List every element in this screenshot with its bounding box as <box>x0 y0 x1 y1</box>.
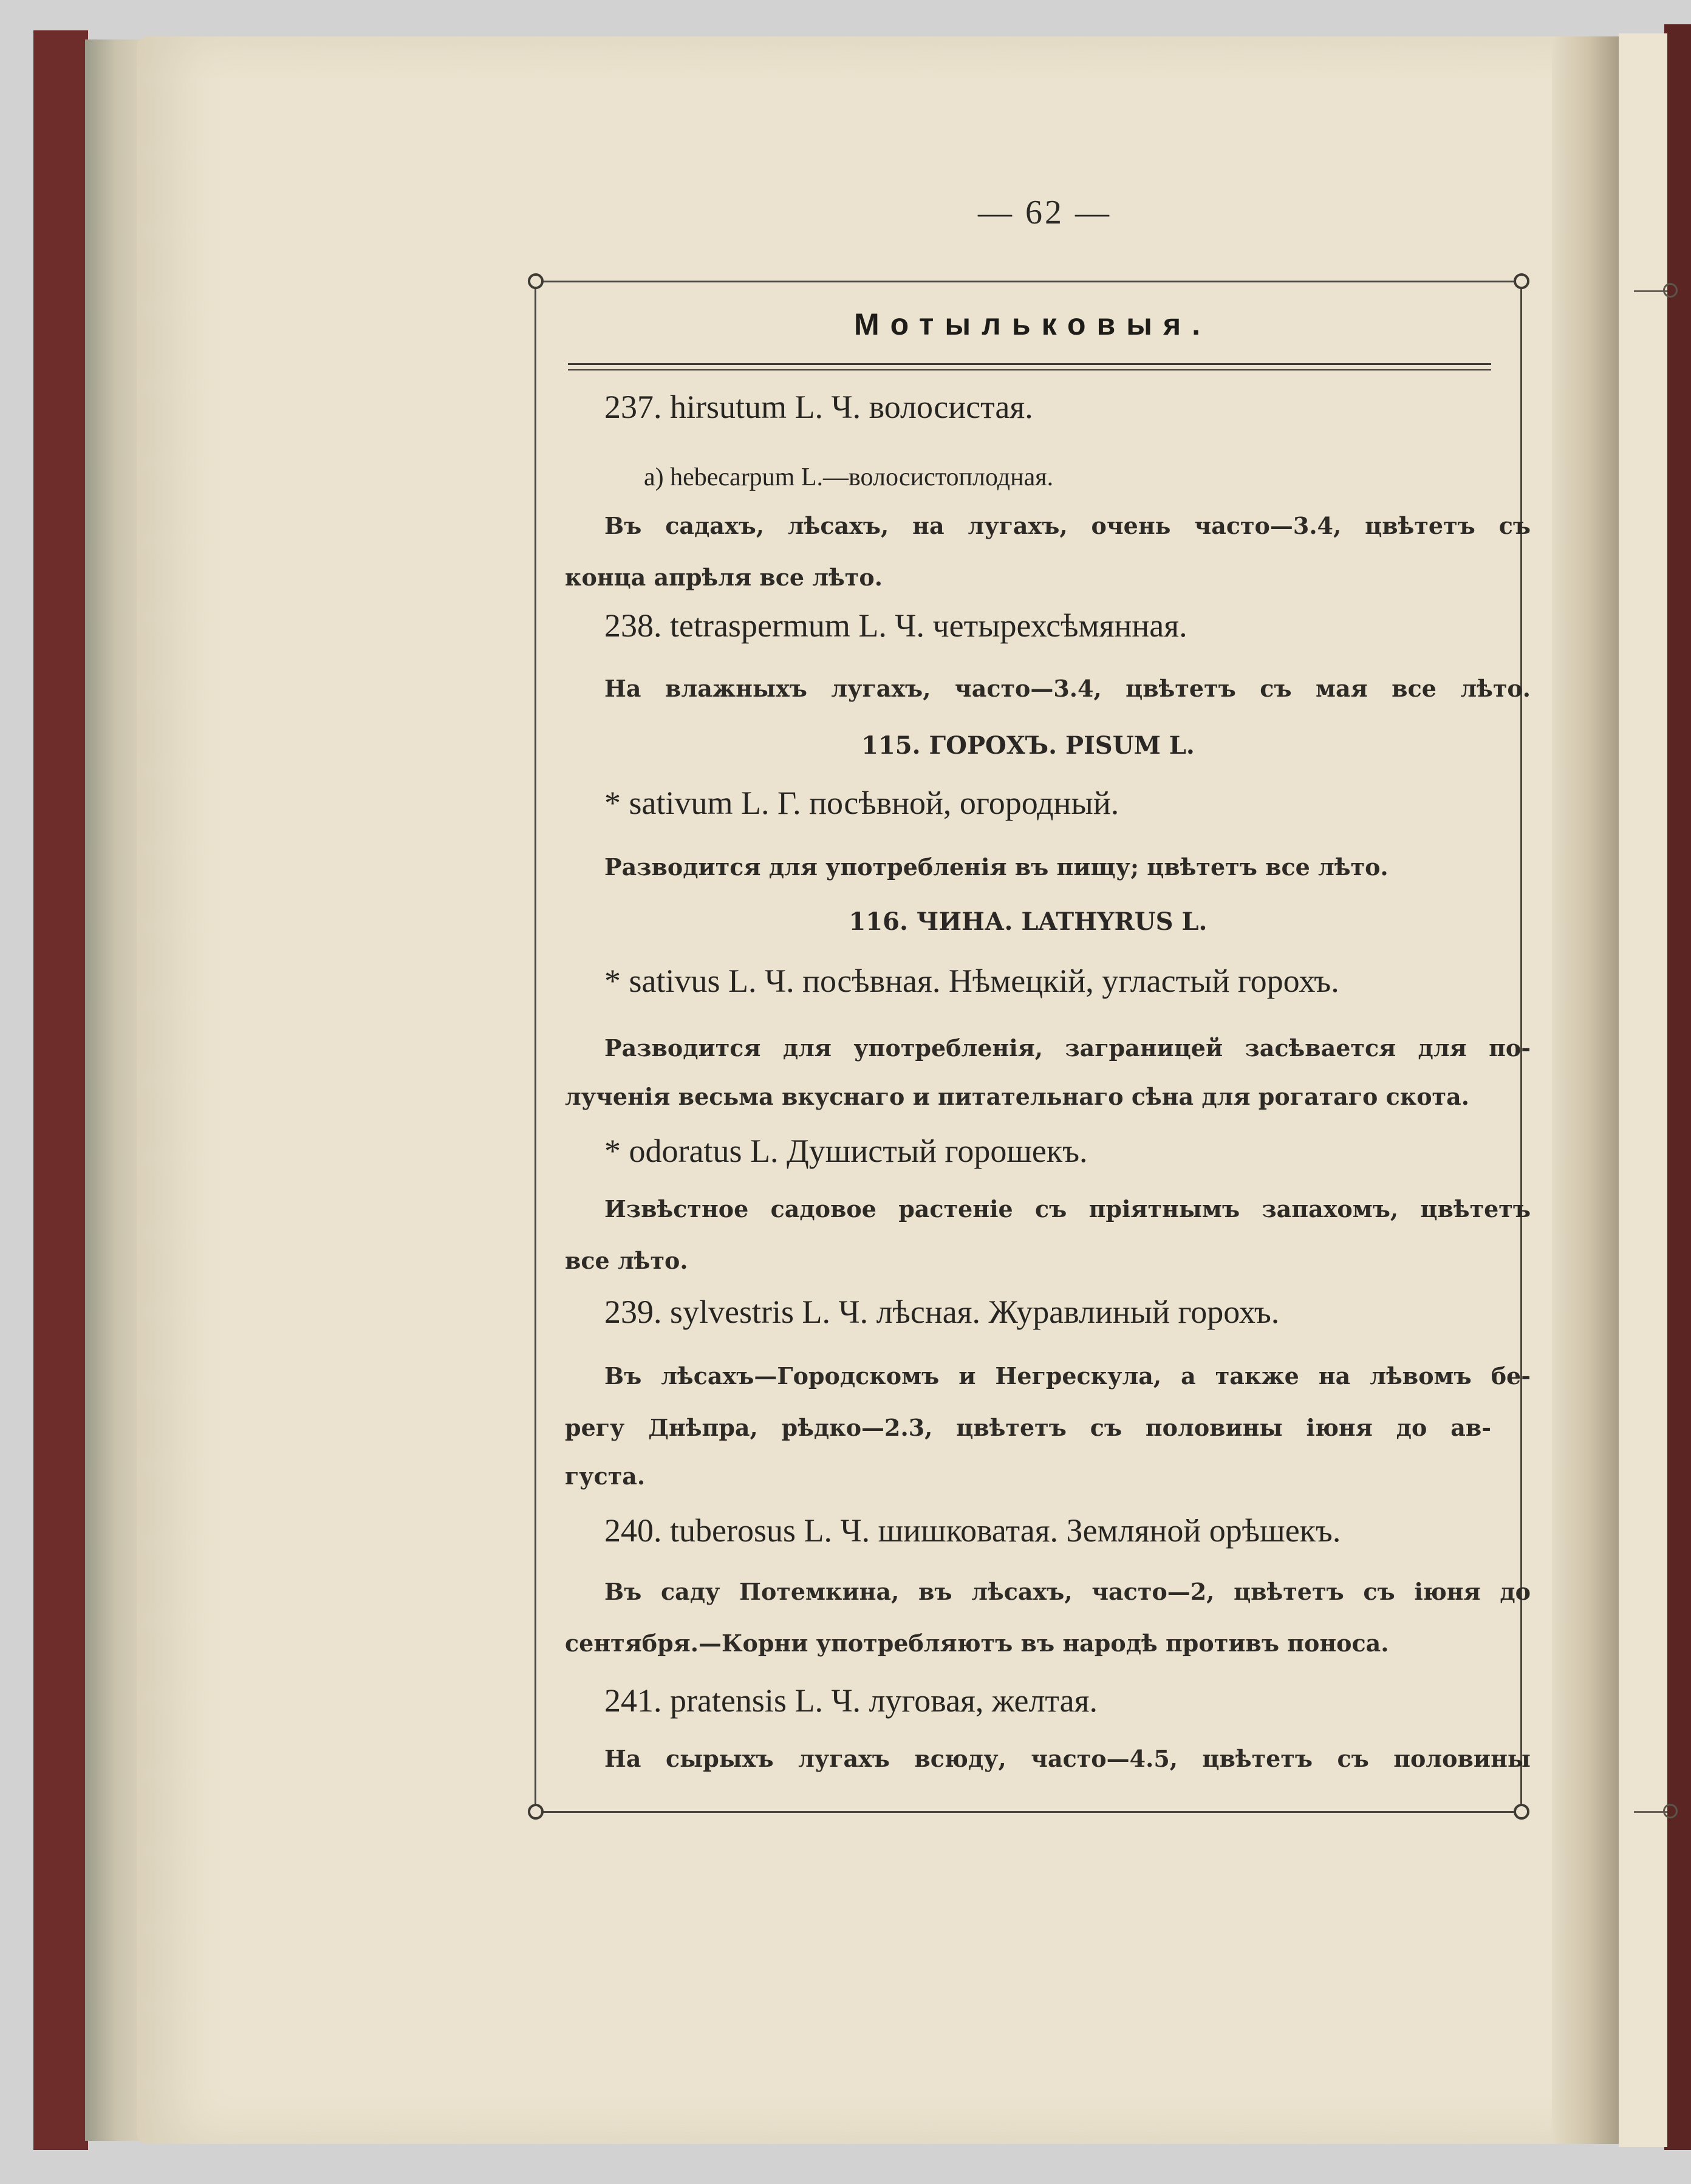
title-double-rule <box>568 363 1491 370</box>
species-entry: * odoratus L. Душистый горошекъ. <box>604 1133 1088 1169</box>
corner-ornament-icon <box>528 1804 544 1820</box>
next-page-ornament-icon <box>1663 1804 1678 1818</box>
description-line: Разводится для употребленія, заграницей засѣвается для по- <box>604 1034 1531 1062</box>
genus-heading: 115. ГОРОХЪ. PISUM L. <box>861 731 1195 760</box>
book-cover-right <box>1664 24 1691 2150</box>
species-entry: * sativus L. Ч. посѣвная. Нѣмецкій, угластый горохъ. <box>604 963 1339 999</box>
page-number: — 62 — <box>978 194 1112 231</box>
description-line: лученія весьма вкуснаго и питательнаго сѣна для рогатаго скота. <box>565 1083 1469 1110</box>
description-line: густа. <box>565 1462 646 1490</box>
description-line: На сырыхъ лугахъ всюду, часто—4.5, цвѣтетъ съ половины <box>604 1745 1531 1772</box>
description-line: все лѣто. <box>565 1247 688 1274</box>
corner-ornament-icon <box>528 273 544 289</box>
variety-entry: a) hebecarpum L.—волосистоплодная. <box>644 463 1054 491</box>
next-page-frame-top <box>1634 290 1667 292</box>
next-page-ornament-icon <box>1663 283 1678 298</box>
description-line: Извѣстное садовое растеніе съ пріятнымъ запахомъ, цвѣтетъ <box>604 1195 1531 1223</box>
book-gutter <box>1552 36 1619 2144</box>
next-page-edge <box>1619 33 1667 2147</box>
description-line: Въ садахъ, лѣсахъ, на лугахъ, очень часто—3.4, цвѣтетъ съ <box>604 512 1531 539</box>
frame-bottom-rule <box>535 1811 1522 1813</box>
corner-ornament-icon <box>1514 273 1529 289</box>
frame-top-rule <box>535 281 1522 282</box>
species-entry: 237. hirsutum L. Ч. волосистая. <box>604 389 1033 425</box>
species-entry: 238. tetraspermum L. Ч. четырехсѣмянная. <box>604 607 1187 644</box>
book-cover-left <box>33 30 88 2150</box>
description-line: На влажныхъ лугахъ, часто—3.4, цвѣтетъ съ мая все лѣто. <box>604 675 1531 702</box>
species-entry: 239. sylvestris L. Ч. лѣсная. Журавлиный горохъ. <box>604 1294 1280 1330</box>
species-entry: 241. pratensis L. Ч. луговая, желтая. <box>604 1682 1098 1719</box>
genus-heading: 116. ЧИНА. LATHYRUS L. <box>849 907 1208 936</box>
next-page-frame-bottom <box>1634 1811 1667 1813</box>
description-line: регу Днѣпра, рѣдко—2.3, цвѣтетъ съ половины іюня до ав- <box>565 1414 1491 1441</box>
species-entry: 240. tuberosus L. Ч. шишковатая. Земляной орѣшекъ. <box>604 1512 1341 1549</box>
species-entry: * sativum L. Г. посѣвной, огородный. <box>604 785 1119 821</box>
description-line: сентября.—Корни употребляютъ въ народѣ противъ поноса. <box>565 1629 1389 1657</box>
description-line: Въ саду Потемкина, въ лѣсахъ, часто—2, цвѣтетъ съ іюня до <box>604 1578 1531 1605</box>
description-line: Разводится для употребленія въ пищу; цвѣтетъ все лѣто. <box>604 853 1389 881</box>
corner-ornament-icon <box>1514 1804 1529 1820</box>
description-line: конца апрѣля все лѣто. <box>565 564 883 591</box>
description-line: Въ лѣсахъ—Городскомъ и Негрескула, а также на лѣвомъ бе- <box>604 1362 1531 1390</box>
section-title: Мотыльковыя. <box>853 307 1212 341</box>
